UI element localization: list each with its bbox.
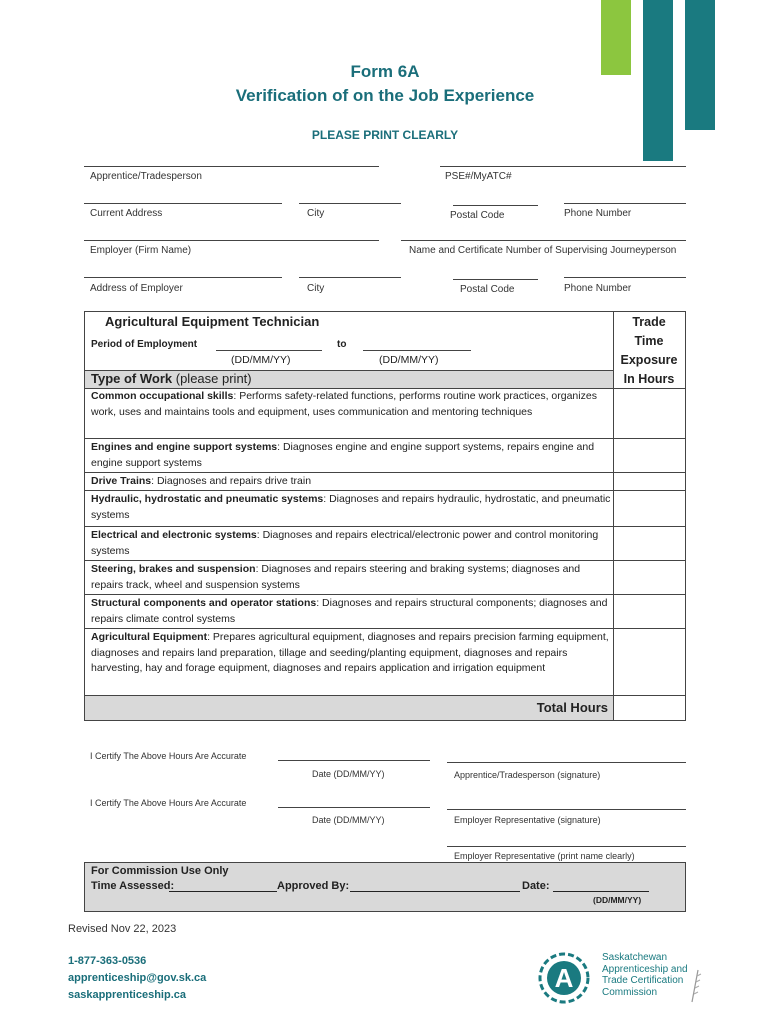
print-name-line[interactable]: [447, 846, 686, 847]
work-row-text: : Diagnoses and repairs steering and braking systems; diagnoses and repairs track, wheel and suspension systems: [91, 563, 581, 591]
phone1-line[interactable]: [564, 203, 686, 204]
revised-date: Revised Nov 22, 2023: [68, 923, 177, 935]
city1-line[interactable]: [299, 203, 401, 204]
type-of-work-bold: Type of Work: [91, 371, 173, 386]
logo-line3: Trade Certification: [602, 975, 684, 986]
work-row-title: Structural components and operator stations: [91, 597, 317, 609]
phone1-label: Phone Number: [564, 208, 632, 219]
trade-name: Agricultural Equipment Technician: [105, 314, 320, 329]
work-row: [91, 630, 611, 677]
sig2-label: Employer Representative (signature): [454, 815, 601, 825]
postal2-label: Postal Code: [460, 284, 515, 295]
work-row-text: : Diagnoses and repairs structural components; diagnoses and repairs climate control systems: [91, 597, 608, 625]
date1-label: Date (DD/MM/YY): [312, 769, 385, 779]
experience-table: [84, 311, 686, 721]
current-address-label: Current Address: [90, 208, 163, 219]
work-row: [91, 389, 611, 420]
row-divider: [85, 628, 685, 629]
type-of-work-note: (please print): [172, 371, 252, 386]
row-divider: [85, 526, 685, 527]
type-of-work-heading: [91, 371, 252, 386]
work-row-text: : Prepares agricultural equipment, diagnoses and repairs precision farming equipment, diagnoses and repairs land preparation, tillage and seeding/planting equipment, diagnoses and repairs harvesting, hay and forage equipment, diagnoses and repairs application and irrigation equipment: [91, 631, 609, 674]
work-row: [91, 492, 611, 523]
form-number: Form 6A: [350, 62, 420, 81]
work-row-title: Drive Trains: [91, 475, 152, 487]
work-row-text: : Diagnoses engine and engine support systems, repairs engine and engine support systems: [91, 441, 595, 469]
period-start-line[interactable]: [216, 350, 322, 351]
period-label: Period of Employment: [91, 339, 198, 350]
hours-header-line3: Exposure: [620, 353, 678, 367]
supervising-label: Name and Certificate Number of Supervising Journeyperson: [409, 245, 677, 256]
work-row: [91, 562, 611, 593]
current-address-line[interactable]: [84, 203, 282, 204]
total-hours-label: Total Hours: [536, 700, 608, 715]
postal1-line[interactable]: [453, 205, 538, 206]
city2-line[interactable]: [299, 277, 401, 278]
hours-header-line2: Time: [634, 334, 664, 348]
total-row-divider: [85, 695, 685, 696]
row-divider: [85, 560, 685, 561]
row-divider: [85, 594, 685, 595]
time-assessed-label: Time Assessed:: [91, 880, 175, 892]
work-row-title: Hydraulic, hydrostatic and pneumatic systems: [91, 493, 324, 505]
approved-by-line[interactable]: [350, 891, 520, 892]
logo-line4: Commission: [602, 986, 658, 998]
hours-header: [613, 313, 685, 389]
period-end-line[interactable]: [363, 350, 471, 351]
city1-label: City: [307, 208, 325, 219]
date2-label: Date (DD/MM/YY): [312, 815, 385, 825]
work-row-title: Agricultural Equipment: [91, 631, 208, 643]
postal1-label: Postal Code: [450, 210, 505, 221]
date1-line[interactable]: [278, 760, 430, 761]
print-name-label: Employer Representative (print name clearly): [454, 851, 635, 861]
certify-statement-2: I Certify The Above Hours Are Accurate: [90, 798, 247, 808]
work-row-title: Electrical and electronic systems: [91, 529, 257, 541]
wheat-icon: [688, 968, 702, 1004]
work-row-title: Engines and engine support systems: [91, 441, 278, 453]
logo-letter: A: [554, 963, 574, 993]
apprentice-label: Apprentice/Tradesperson: [90, 171, 202, 182]
work-row: [91, 474, 611, 490]
hours-header-line1: Trade: [632, 315, 666, 329]
form-title: Verification of on the Job Experience: [235, 86, 535, 105]
commission-date-label: Date:: [522, 880, 550, 892]
work-row-text: : Diagnoses and repairs electrical/electronic power and control monitoring systems: [91, 529, 599, 557]
work-row: [91, 596, 611, 627]
period-to: to: [337, 339, 347, 350]
row-divider: [85, 472, 685, 473]
contact-phone[interactable]: 1-877-363-0536: [68, 955, 147, 967]
commission-box: [84, 862, 686, 912]
phone2-label: Phone Number: [564, 283, 632, 294]
contact-email[interactable]: apprenticeship@gov.sk.ca: [68, 972, 207, 984]
contact-website[interactable]: saskapprenticeship.ca: [68, 989, 187, 1001]
work-row-title: Common occupational skills: [91, 390, 234, 402]
employer-label: Employer (Firm Name): [90, 245, 192, 256]
work-row-text: : Performs safety-related functions, performs routine work practices, organizes work, uses and maintains tools and equipment, uses communication and mentoring techniques: [91, 390, 597, 418]
employer-address-line[interactable]: [84, 277, 282, 278]
work-row-title: Steering, brakes and suspension: [91, 563, 256, 575]
approved-by-label: Approved By:: [277, 880, 350, 892]
row-divider: [85, 490, 685, 491]
work-row: [91, 440, 611, 471]
hours-header-line4: In Hours: [623, 372, 675, 386]
certify-statement-1: I Certify The Above Hours Are Accurate: [90, 751, 247, 761]
commission-logo: [528, 950, 706, 1006]
time-assessed-line[interactable]: [169, 891, 277, 892]
commission-heading: For Commission Use Only: [91, 865, 229, 877]
commission-date-line[interactable]: [553, 891, 649, 892]
commission-date-format: (DD/MM/YY): [593, 895, 642, 905]
row-divider: [85, 438, 685, 439]
city2-label: City: [307, 283, 325, 294]
apprentice-line[interactable]: [84, 166, 379, 167]
work-row-text: : Diagnoses and repairs hydraulic, hydrostatic, and pneumatic systems: [91, 493, 611, 521]
date2-line[interactable]: [278, 807, 430, 808]
logo-text: [602, 952, 688, 998]
sig1-label: Apprentice/Tradesperson (signature): [454, 770, 601, 780]
pse-label: PSE#/MyATC#: [445, 171, 512, 182]
logo-line2: Apprenticeship and: [602, 963, 688, 975]
pse-line[interactable]: [440, 166, 686, 167]
employer-address-label: Address of Employer: [90, 283, 183, 294]
phone2-line[interactable]: [564, 277, 686, 278]
sig2-line[interactable]: [447, 809, 686, 810]
employer-line[interactable]: [84, 240, 379, 241]
postal2-line[interactable]: [453, 279, 538, 280]
period-start-format: (DD/MM/YY): [231, 354, 291, 366]
print-instruction: PLEASE PRINT CLEARLY: [311, 128, 459, 142]
logo-line1: Saskatchewan: [602, 952, 668, 963]
supervising-line[interactable]: [401, 240, 686, 241]
period-end-format: (DD/MM/YY): [379, 354, 439, 366]
work-row: [91, 528, 611, 559]
sig1-line[interactable]: [447, 762, 686, 763]
work-row-text: : Diagnoses and repairs drive train: [151, 475, 312, 487]
